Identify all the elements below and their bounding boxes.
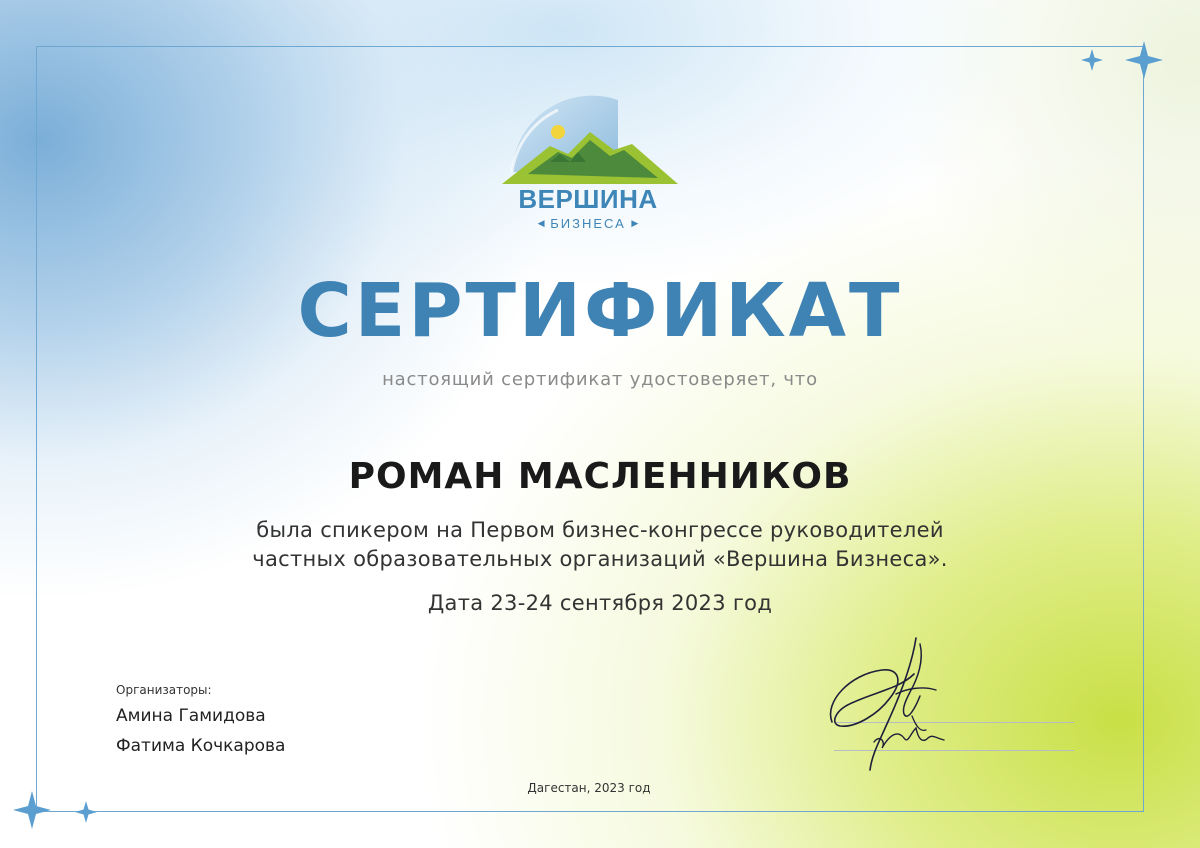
star-icon bbox=[74, 800, 98, 824]
logo-title: ВЕРШИНА bbox=[518, 184, 658, 214]
footer-location: Дагестан, 2023 год bbox=[527, 781, 651, 795]
star-icon bbox=[1080, 48, 1104, 72]
star-icon bbox=[12, 790, 52, 830]
star-icon bbox=[1124, 40, 1164, 80]
signature-scribble bbox=[820, 630, 960, 780]
certificate-subtitle: настоящий сертификат удостоверяет, что bbox=[382, 369, 818, 390]
chevron-right-icon: ▶ bbox=[631, 218, 639, 228]
logo-subtitle-text: БИЗНЕСА bbox=[550, 216, 626, 231]
certificate-title: СЕРТИФИКАТ bbox=[297, 268, 903, 354]
description-line-2: частных образовательных организаций «Вершина Бизнеса». bbox=[252, 547, 948, 571]
certificate-description bbox=[0, 516, 1200, 574]
recipient-name: РОМАН МАСЛЕННИКОВ bbox=[348, 456, 852, 497]
logo-subtitle bbox=[498, 216, 678, 231]
description-line-1: была спикером на Первом бизнес-конгрессе руководителей bbox=[256, 518, 944, 542]
organizer-name: Фатима Кочкарова bbox=[116, 736, 286, 756]
organizers-label: Организаторы: bbox=[116, 683, 212, 697]
chevron-left-icon: ◀ bbox=[537, 218, 545, 228]
organizer-name: Амина Гамидова bbox=[116, 706, 266, 726]
event-date: Дата 23-24 сентября 2023 год bbox=[427, 591, 773, 615]
